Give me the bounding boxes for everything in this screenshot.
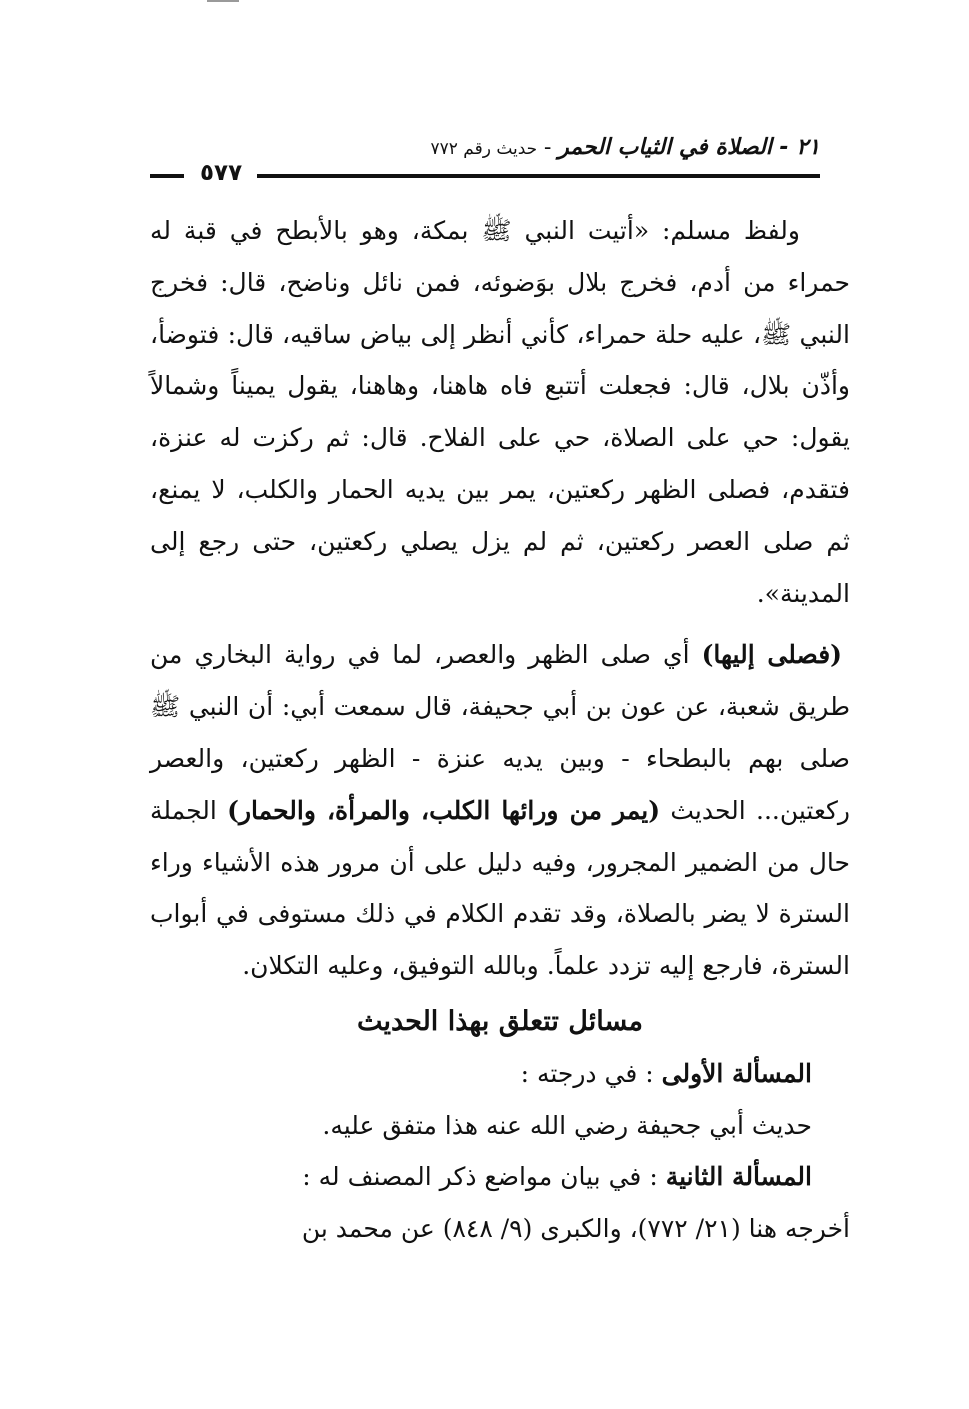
- title-separator: -: [537, 135, 559, 159]
- issue-label: المسألة الأولى: [661, 1058, 812, 1088]
- header-rule: [257, 174, 820, 178]
- quoted-phrase-2: (يمر من ورائها الكلب، والمرأة، والحمار): [227, 795, 661, 825]
- chapter-title: ٢١ - الصلاة في الثياب الحمر: [558, 135, 820, 160]
- running-title: [430, 132, 820, 164]
- top-edge-mark: [207, 0, 239, 2]
- issue-text: أخرجه هنا (٢١/ ٧٧٢)، والكبرى (٩/ ٨٤٨) عن محمد بن: [301, 1214, 850, 1244]
- issue-second-body: [150, 1203, 850, 1255]
- page-body: [150, 205, 850, 1255]
- issue-text: : في بيان مواضع ذكر المصنف له :: [302, 1162, 666, 1192]
- issue-text: : في درجته :: [520, 1058, 662, 1088]
- page-header: [150, 132, 820, 192]
- hadith-reference: حديث رقم ٧٧٢: [430, 139, 538, 159]
- commentary-text-2: الجملة حال من الضمير المجرور، وفيه دليل على أن مرور هذه الأشياء وراء السترة لا يضر بالصلاة، وقد تقدم الكلام في ذلك مستوفى في أبواب السترة، فارجع إليه تزدد علماً. وبالله التوفيق، وعليه التكلان.: [150, 795, 850, 981]
- commentary-text-1: أي صلى الظهر والعصر، لما في رواية البخاري من طريق شعبة، عن عون بن أبي جحيفة، قال سمعت أبي: أن النبي ﷺ صلى بهم بالبطحاء - وبين يديه عنزة - الظهر ركعتين، والعصر ركعتين... الحديث: [150, 640, 851, 825]
- section-heading: مسائل تتعلق بهذا الحديث: [356, 1005, 644, 1037]
- issue-text: حديث أبي جحيفة رضي الله عنه هذا متفق عليه.: [322, 1110, 812, 1140]
- muslim-wording-paragraph: ولفظ مسلم: «أتيت النبي ﷺ بمكة، وهو بالأبطح في قبة له حمراء من أدم، فخرج بلال بوَضوئه، فمن نائل وناضح، قال: فخرج النبي ﷺ، عليه حلة حمراء، كأني أنظر إلى بياض ساقيه، قال: فتوضأ، وأذّن بلال، قال: فجعلت أتتبع فاه هاهنا، وهاهنا، يقول يميناً وشمالاً يقول: حي على الصلاة، حي على الفلاح. قال: ثم ركزت له عنزة، فتقدم، فصلى الظهر ركعتين، يمر بين يديه الحمار والكلب، لا يمنع، ثم صلى العصر ركعتين، ثم لم يزل يصلي ركعتين، حتى رجع إلى المدينة».: [150, 216, 850, 608]
- issue-first-heading: [150, 1048, 850, 1100]
- page-number: ٥٧٧: [200, 160, 243, 186]
- quoted-phrase-1: (فصلى إليها): [701, 640, 842, 670]
- issue-first-body: [150, 1100, 850, 1152]
- issue-second-heading: [150, 1151, 850, 1203]
- issue-label: المسألة الثانية: [665, 1162, 812, 1192]
- commentary-paragraph: [150, 629, 850, 992]
- page-number-rule: [150, 174, 184, 178]
